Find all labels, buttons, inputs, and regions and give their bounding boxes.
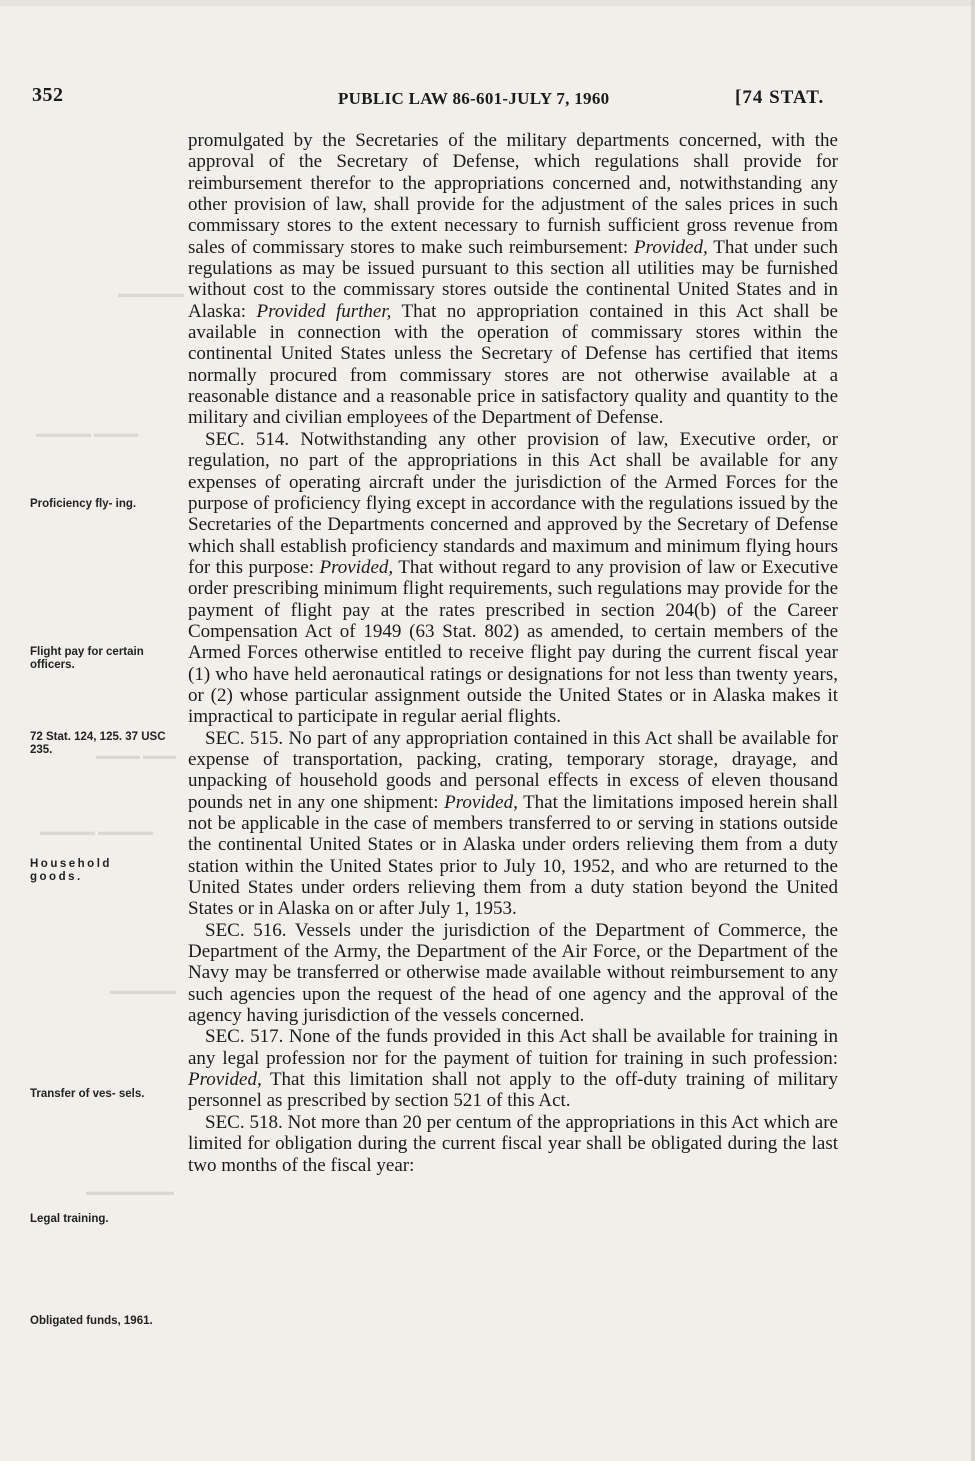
body-text (188, 130, 838, 1176)
margin-note-transfer-of-vessels: Transfer of ves- sels. (30, 1088, 145, 1100)
bleed-through-mark: ▬▬▬▬▬▬ (110, 985, 176, 997)
margin-note-statute-citation: 72 Stat. 124, 125. 37 USC 235. (30, 731, 166, 756)
text-run: None of the funds provided in this Act shall be available for training in any legal profession nor for the payment of tuition for training in such profession: (188, 1026, 838, 1069)
bleed-through-mark: ▬▬▬▬ ▬▬▬ (96, 750, 177, 762)
paragraph-continued (188, 130, 838, 429)
margin-note-legal-training: Legal training. (30, 1213, 109, 1225)
text-run: That under such regulations as may be issued pursuant to this section all utilities may be furnished without cost to the commissary stores outside the continental United States and in Alaska: (188, 236, 838, 322)
section-label: SEC. 518. (205, 1111, 283, 1133)
running-head: PUBLIC LAW 86-601-JULY 7, 1960 (338, 89, 610, 108)
bleed-through-mark: ▬▬▬▬▬ ▬▬▬▬▬ (40, 826, 154, 838)
bleed-through-mark: ▬▬▬▬▬▬ (118, 288, 184, 300)
text-run: Notwithstanding any other provision of law, Executive order, or regulation, no part of the appropriations in this Act shall be available for any expenses of operating aircraft under the jurisdiction of the Armed Forces for the purpose of proficiency flying except in accordance with the regulations issued by the Secretaries of the Departments concerned and approved by the Secretary of Defense which shall establish proficiency standards and maximum and minimum flying hours for this purpose: (188, 428, 838, 578)
statute-volume: [74 STAT. (735, 87, 825, 108)
section-label: SEC. 514. (205, 428, 290, 450)
margin-note-flight-pay: Flight pay for certain officers. (30, 646, 144, 671)
text-run: Not more than 20 per centum of the appropriations in this Act which are limited for obligation during the current fiscal year shall be obligated during the last two months of the fiscal year: (188, 1111, 838, 1176)
bleed-through-mark: ▬▬▬▬▬ ▬▬▬▬ (36, 428, 139, 440)
text-run: That the limitations imposed herein shall not be applicable in the case of members transferred to or serving in stations outside the continental United States or in Alaska under orders relieving them from a duty station within the United States prior to July 10, 1952, and who are returned to the United States under orders relieving them from a duty station beyond the United States or in Alaska on or after July 1, 1953. (188, 791, 838, 920)
section-label: SEC. 517. (205, 1026, 284, 1048)
section-518 (188, 1112, 838, 1176)
margin-note-proficiency-flying: Proficiency fly- ing. (30, 498, 137, 510)
text-run: That this limitation shall not apply to the off-duty training of military personnel as prescribed by section 521 of this Act. (188, 1069, 838, 1112)
text-run: promulgated by the Secretaries of the military departments concerned, with the approval of the Secretary of Defense, which regulations shall provide for reimbursement therefor to the appropriations concerned and, notwithstanding any other provision of law, shall provide for the adjustment of the sales prices in such commissary stores to the extent necessary to furnish sufficient gross revenue from sales of commissary stores to make such reimbursement: (188, 130, 838, 258)
section-label: SEC. 516. (205, 919, 287, 941)
margin-note-household-goods: Household goods. (30, 858, 112, 883)
section-514 (188, 429, 838, 728)
italic-provided-further: Provided further, (256, 300, 392, 322)
section-516 (188, 920, 838, 1027)
page-number: 352 (32, 84, 64, 106)
italic-provided: Provided, (319, 556, 394, 578)
page-top-edge (0, 0, 975, 6)
page-right-edge (971, 0, 975, 1461)
italic-provided: Provided, (634, 236, 708, 258)
bleed-through-mark: ▬▬▬▬▬▬▬▬ (86, 1186, 174, 1198)
text-run: That without regard to any provision of law or Executive order prescribing minimum flight requirements, such regulations may provide for the payment of flight pay at the rates prescribed in section 204(b) of the Career Compensation Act of 1949 (63 Stat. 802) as amended, to certain members of the Armed Forces otherwise entitled to receive flight pay during the current fiscal year (1) who have held aeronautical ratings or designations for not less than twenty years, or (2) whose particular assignment outside the United States or in Alaska makes it impractical to participate in regular aerial flights. (188, 556, 839, 728)
margin-note-obligated-funds: Obligated funds, 1961. (30, 1315, 153, 1327)
text-run: That no appropriation contained in this Act shall be available in connection with the operation of commissary stores within the continental United States unless the Secretary of Defense has certified that items normally procured from commissary stores are not otherwise available at a reasonable distance and a reasonable price in satisfactory quality and quantity to the military and civilian employees of the Department of Defense. (188, 300, 838, 429)
section-515 (188, 728, 838, 920)
text-run: No part of any appropriation contained in this Act shall be available for expense of transportation, packing, crating, temporary storage, drayage, and unpacking of household goods and personal effects in excess of eleven thousand pounds net in any one shipment: (188, 727, 838, 813)
italic-provided: Provided, (444, 791, 518, 813)
italic-provided: Provided, (188, 1069, 262, 1091)
section-517 (188, 1026, 838, 1111)
section-label: SEC. 515. (205, 727, 284, 749)
text-run: Vessels under the jurisdiction of the Department of Commerce, the Department of the Army, the Department of the Air Force, or the Department of the Navy may be transferred or otherwise made available without reimbursement to any such agencies upon the request of the head of one agency and the approval of the agency having jurisdiction of the vessels concerned. (188, 919, 838, 1027)
